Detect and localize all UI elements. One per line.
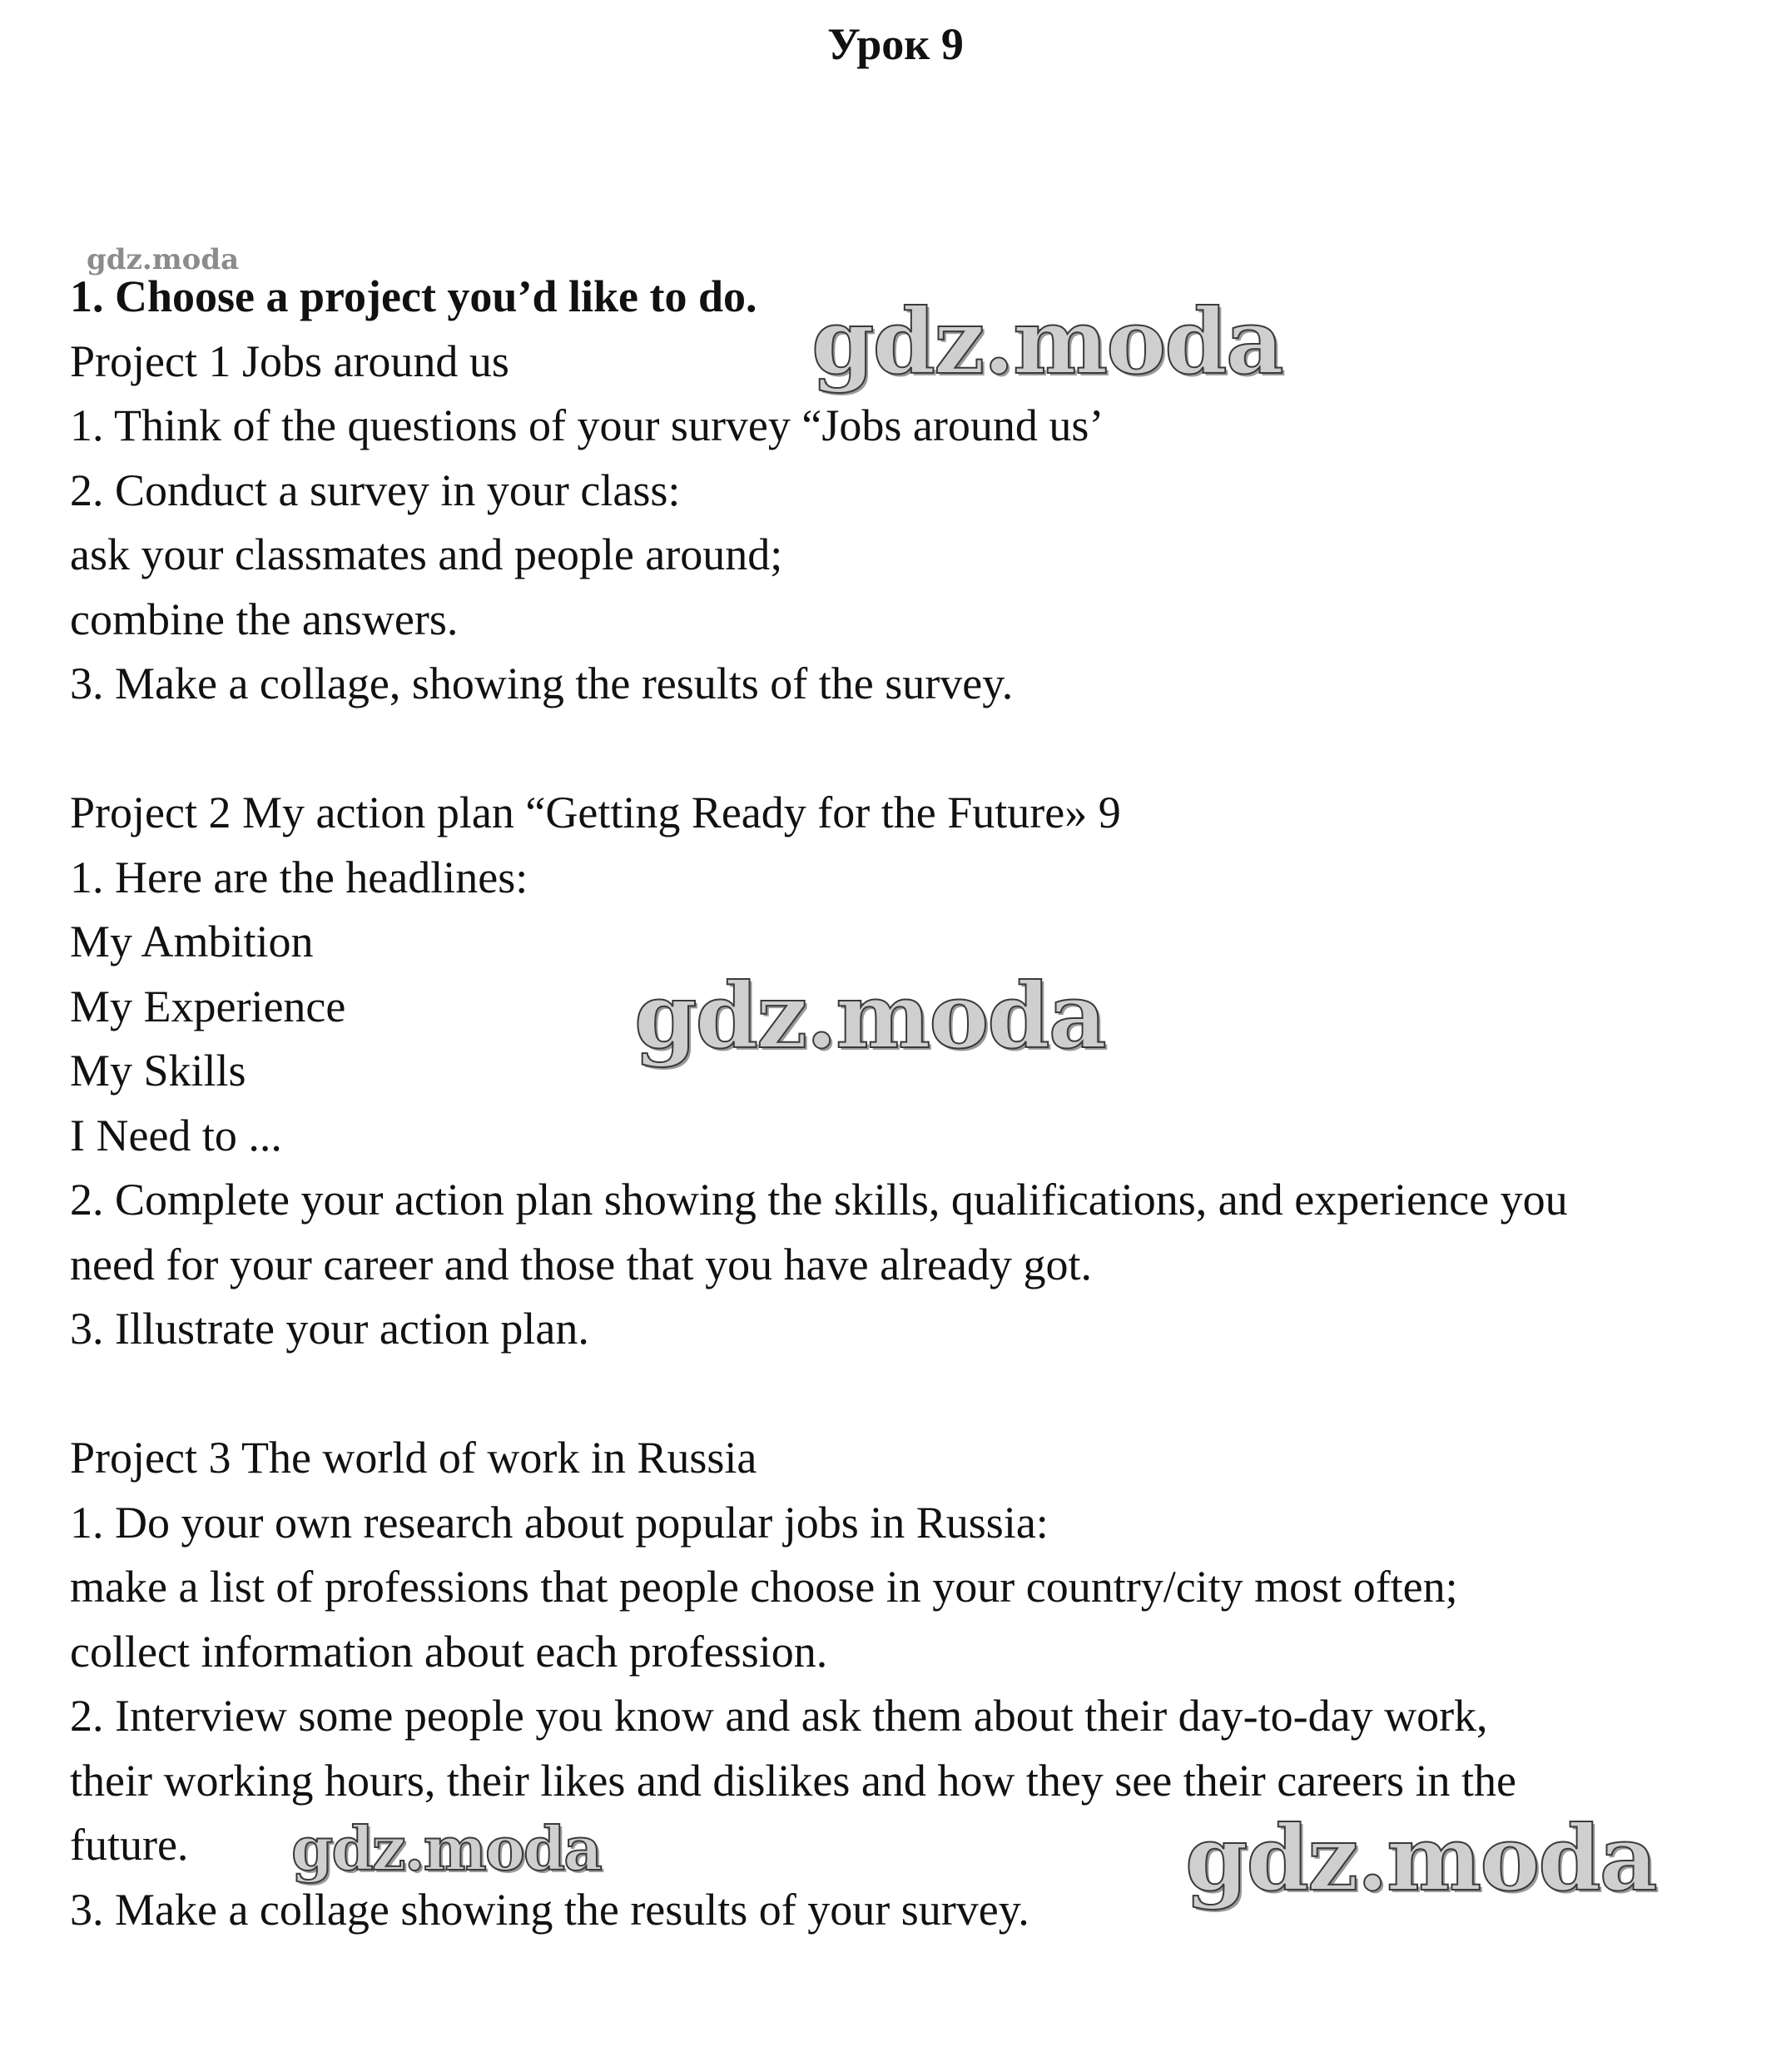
project-3-step-2-end: future. [70,1820,189,1870]
watermark: gdz.moda [1185,1806,1656,1911]
project-3-step-1: 1. Do your own research about popular jobs in Russia: [70,1497,1049,1548]
project-1-title: Project 1 Jobs around us [70,335,509,386]
project-3-step-3: 3. Make a collage showing the results of your survey. [70,1884,1029,1935]
headline-experience: My Experience [70,981,346,1031]
project-2-step-1: 1. Here are the headlines: [70,852,528,902]
project-3-step-2: 2. Interview some people you know and ask them about their day-to-day work, [70,1691,1488,1741]
project-1-step-3: 3. Make a collage, showing the results of the survey. [70,658,1014,708]
headline-skills: My Skills [70,1046,246,1096]
project-3-step-1-detail-b: collect information about each profession. [70,1626,828,1677]
watermark-logo: gdz.moda [87,243,240,276]
task-heading: 1. Choose a project you’d like to do. [70,271,757,321]
project-3-step-1-detail-a: make a list of professions that people choose in your country/city most often; [70,1562,1458,1612]
project-2-step-3: 3. Illustrate your action plan. [70,1304,589,1354]
project-2-step-2-cont: need for your career and those that you have already got. [70,1239,1092,1289]
document-body [70,265,1751,1942]
spacer [70,717,1751,782]
page-title: Урок 9 [827,19,964,69]
project-1-step-2: 2. Conduct a survey in your class: [70,465,681,515]
spacer [70,1362,1751,1427]
project-3-title: Project 3 The world of work in Russia [70,1433,757,1483]
project-2-step-2: 2. Complete your action plan showing the skills, qualifications, and experience you [70,1175,1568,1225]
project-2-title: Project 2 My action plan “Getting Ready for the Future» 9 [70,788,1121,837]
watermark: gdz.moda [634,964,1105,1069]
project-1-step-2-detail-b: combine the answers. [70,594,459,644]
watermark: gdz.moda [291,1813,601,1884]
watermark: gdz.moda [811,290,1282,395]
project-3-step-2-cont: their working hours, their likes and dislikes and how they see their careers in the [70,1755,1517,1806]
project-1-step-1: 1. Think of the questions of your survey “Jobs around us’ [70,400,1104,450]
headline-ambition: My Ambition [70,917,314,966]
headline-need: I Need to ... [70,1110,282,1160]
project-1-step-2-detail-a: ask your classmates and people around; [70,529,783,579]
